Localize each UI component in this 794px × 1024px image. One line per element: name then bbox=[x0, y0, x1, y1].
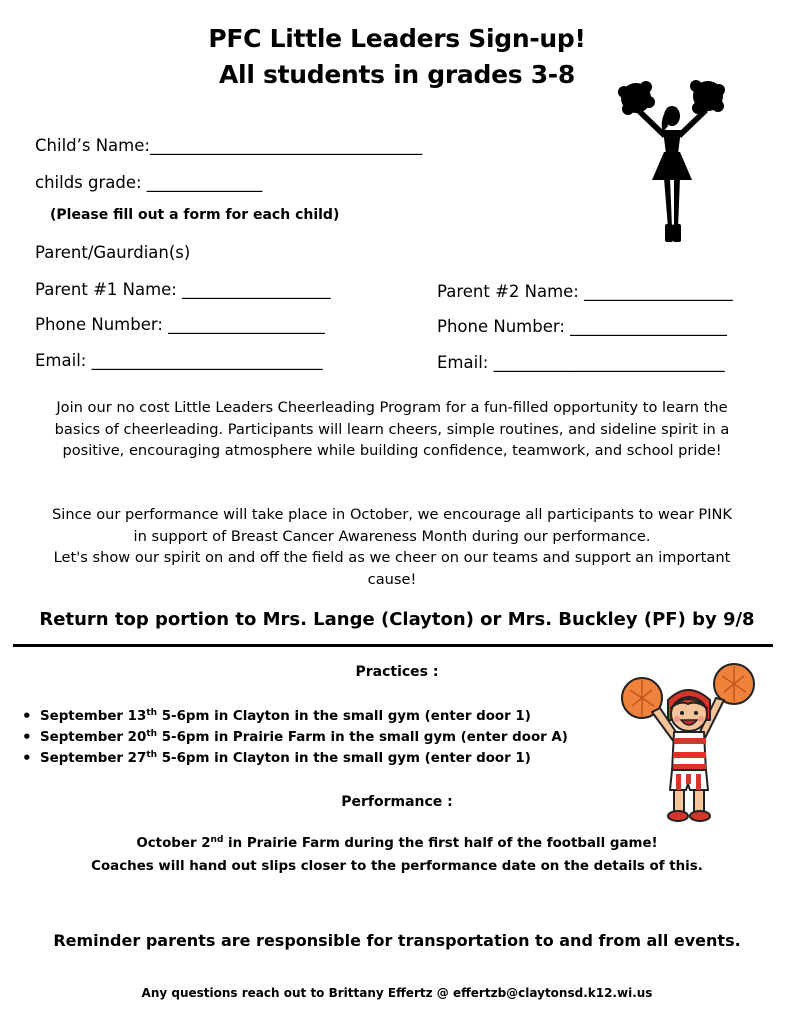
parent2-name-field[interactable]: Parent #2 Name: __________________ bbox=[437, 282, 733, 301]
divider-line bbox=[13, 644, 773, 647]
description-text-2a: Since our performance will take place in October, we encourage all participants to wear PINK in support of Breast Cancer Awareness Month during our performance. bbox=[52, 506, 732, 545]
practice-list bbox=[20, 706, 568, 769]
description-paragraph-2 bbox=[50, 504, 734, 590]
performance-line-2: Coaches will hand out slips closer to the performance date on the details of this. bbox=[91, 859, 703, 874]
parent1-phone-field[interactable]: Phone Number: ___________________ bbox=[35, 315, 325, 334]
parent2-email-field[interactable]: Email: ____________________________ bbox=[437, 353, 725, 372]
cheerleader-silhouette-icon bbox=[616, 78, 726, 248]
parent1-name-field[interactable]: Parent #1 Name: __________________ bbox=[35, 280, 331, 299]
title-line-1: PFC Little Leaders Sign-up! bbox=[208, 24, 586, 53]
child-name-field[interactable]: Child’s Name:_________________________________ bbox=[35, 136, 423, 155]
practice-item: • September 13th 5-6pm in Clayton in the small gym (enter door 1) bbox=[20, 706, 568, 727]
description-paragraph-1 bbox=[50, 397, 734, 462]
practice-item: • September 27th 5-6pm in Clayton in the small gym (enter door 1) bbox=[20, 748, 568, 769]
practice-item: • September 20th 5-6pm in Prairie Farm in the small gym (enter door A) bbox=[20, 727, 568, 748]
title-line-2: All students in grades 3-8 bbox=[219, 60, 575, 89]
child-grade-field[interactable]: childs grade: ______________ bbox=[35, 173, 263, 192]
return-instructions: Return top portion to Mrs. Lange (Clayton) or Mrs. Buckley (PF) by 9/8 bbox=[39, 609, 755, 630]
performance-line-1: October 2nd in Prairie Farm during the first half of the football game! bbox=[136, 835, 658, 851]
form-note: (Please fill out a form for each child) bbox=[50, 207, 340, 223]
transportation-reminder: Reminder parents are responsible for transportation to and from all events. bbox=[53, 931, 741, 950]
description-text-2b: Let's show our spirit on and off the field as we cheer on our teams and support an important cause! bbox=[53, 549, 731, 588]
parent2-phone-field[interactable]: Phone Number: ___________________ bbox=[437, 317, 727, 336]
practices-heading: Practices : bbox=[355, 664, 439, 680]
performance-details bbox=[0, 832, 794, 878]
description-text-1: Join our no cost Little Leaders Cheerleading Program for a fun-filled opportunity to learn the basics of cheerleading. Participants will learn cheers, simple routines, and sideline spirit in a positive, encouraging atmosphere while building confidence, teamwork, and school pride! bbox=[54, 399, 730, 459]
contact-footer: Any questions reach out to Brittany Effertz @ effertzb@claytonsd.k12.wi.us bbox=[141, 986, 653, 1000]
parent1-email-field[interactable]: Email: ____________________________ bbox=[35, 351, 323, 370]
performance-heading: Performance : bbox=[341, 794, 453, 810]
parents-label: Parent/Gaurdian(s) bbox=[35, 243, 191, 262]
